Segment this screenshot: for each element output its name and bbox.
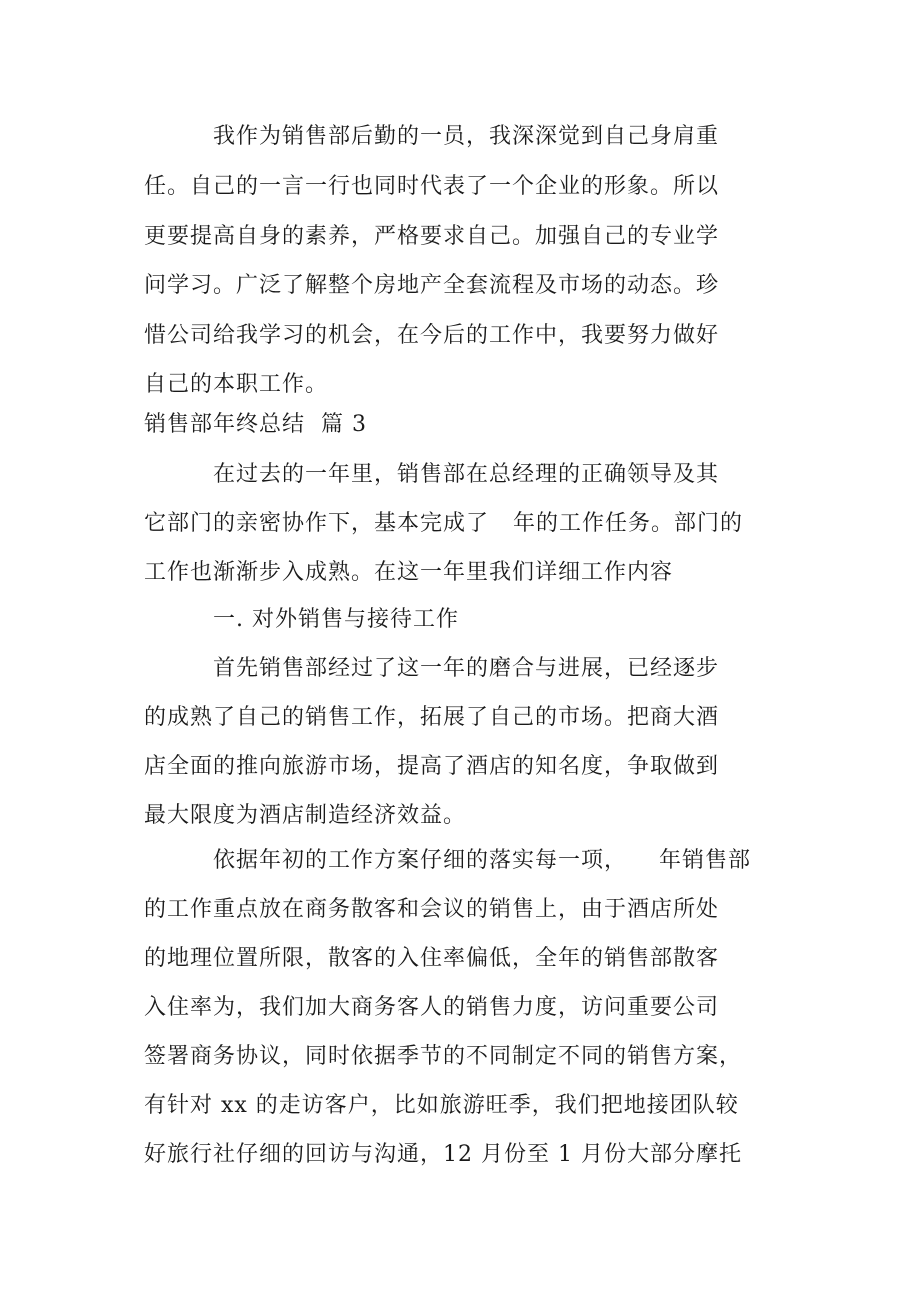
paragraph-line: 我作为销售部后勤的一员，我深深觉到自己身肩重 [213, 124, 720, 149]
paragraph-line: 入住率为，我们加大商务客人的销售力度，访问重要公司 [144, 995, 720, 1020]
paragraph-line: 问学习。广泛了解整个房地产全套流程及市场的动态。珍 [144, 273, 720, 298]
paragraph-line: 工作也渐渐步入成熟。在这一年里我们详细工作内容 [144, 560, 674, 585]
paragraph-line: 的成熟了自己的销售工作，拓展了自己的市场。把商大酒 [144, 705, 720, 730]
paragraph-line: 惜公司给我学习的机会，在今后的工作中，我要努力做好 [144, 323, 720, 348]
paragraph-line: 的工作重点放在商务散客和会议的销售上，由于酒店所处 [144, 897, 720, 922]
section-heading: 销售部年终总结 篇 3 [144, 412, 367, 437]
paragraph-line: 它部门的亲密协作下，基本完成了 年的工作任务。部门的 [144, 511, 743, 536]
paragraph-line: 首先销售部经过了这一年的磨合与进展，已经逐步 [213, 656, 720, 681]
paragraph-line: 好旅行社仔细的回访与沟通，12 月份至 1 月份大部分摩托 [144, 1142, 742, 1167]
paragraph-line: 的地理位置所限，散客的入住率偏低，全年的销售部散客 [144, 946, 720, 971]
paragraph-line: 有针对 xx 的走访客户，比如旅游旺季，我们把地接团队较 [144, 1093, 739, 1118]
paragraph-line: 最大限度为酒店制造经济效益。 [144, 803, 467, 828]
paragraph-line: 更要提高自身的素养，严格要求自己。加强自己的专业学 [144, 224, 720, 249]
paragraph-line: 店全面的推向旅游市场，提高了酒店的知名度，争取做到 [144, 754, 720, 779]
paragraph-line: 依据年初的工作方案仔细的落实每一项， 年销售部 [213, 848, 751, 873]
subsection-heading: 一. 对外销售与接待工作 [213, 607, 459, 632]
paragraph-line: 签署商务协议，同时依据季节的不同制定不同的销售方案， [144, 1044, 743, 1069]
paragraph-line: 任。自己的一言一行也同时代表了一个企业的形象。所以 [144, 174, 720, 199]
paragraph-line: 在过去的一年里，销售部在总经理的正确领导及其 [213, 462, 720, 487]
paragraph-line: 自己的本职工作。 [144, 372, 329, 397]
